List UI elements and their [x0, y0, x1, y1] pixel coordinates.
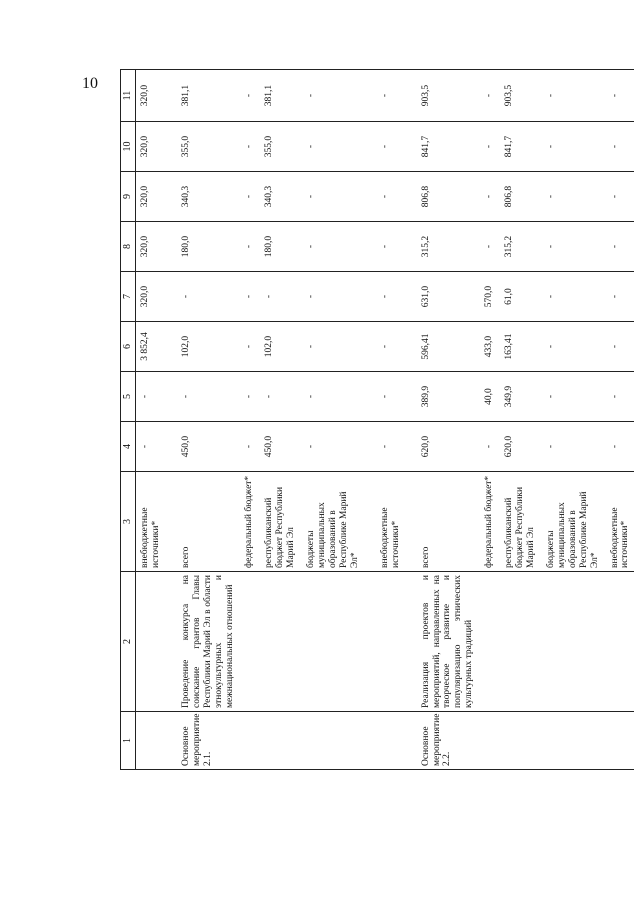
budget-table	[120, 69, 634, 770]
value-cell: 433,0	[478, 322, 498, 372]
value-cell: -	[604, 222, 635, 272]
value-cell: -	[604, 122, 635, 172]
measure-code-cell	[498, 712, 540, 770]
measure-name-cell	[498, 572, 540, 712]
measure-name-cell	[258, 572, 300, 712]
value-cell: 620,0	[498, 422, 540, 472]
value-cell: -	[300, 70, 364, 122]
funding-source-cell: бюджеты муниципальных образований в Республике Марий Эл*	[540, 472, 604, 572]
header-cell: 1	[121, 712, 136, 770]
rotated-budget-table-container	[120, 70, 631, 770]
value-cell: -	[364, 70, 405, 122]
value-cell: -	[300, 422, 364, 472]
value-cell: 841,7	[405, 122, 479, 172]
value-cell: -	[238, 272, 258, 322]
value-cell: -	[364, 322, 405, 372]
measure-code-cell	[258, 712, 300, 770]
value-cell: -	[364, 122, 405, 172]
value-cell: -	[258, 372, 300, 422]
measure-code-cell	[238, 712, 258, 770]
value-cell: 315,2	[405, 222, 479, 272]
value-cell: -	[238, 122, 258, 172]
value-cell: 340,3	[258, 172, 300, 222]
header-cell: 10	[121, 122, 136, 172]
value-cell: -	[238, 222, 258, 272]
measure-code-cell	[300, 712, 364, 770]
value-cell: -	[165, 272, 239, 322]
value-cell: 180,0	[165, 222, 239, 272]
value-cell: 102,0	[165, 322, 239, 372]
table-row	[364, 70, 405, 770]
value-cell: 450,0	[258, 422, 300, 472]
value-cell: -	[540, 272, 604, 322]
funding-source-cell: бюджеты муниципальных образований в Республике Марий Эл*	[300, 472, 364, 572]
value-cell: 903,5	[498, 70, 540, 122]
table-row	[540, 70, 604, 770]
measure-code-cell	[604, 712, 635, 770]
measure-name-cell	[604, 572, 635, 712]
value-cell: -	[604, 322, 635, 372]
value-cell: -	[300, 122, 364, 172]
page-number: 10	[82, 75, 98, 92]
header-cell: 9	[121, 172, 136, 222]
value-cell: 320,0	[136, 122, 165, 172]
value-cell: 61,0	[498, 272, 540, 322]
value-cell: 320,0	[136, 70, 165, 122]
value-cell: -	[478, 172, 498, 222]
measure-code-cell	[478, 712, 498, 770]
value-cell: -	[478, 222, 498, 272]
funding-source-cell: федеральный бюджет*	[238, 472, 258, 572]
value-cell: 320,0	[136, 222, 165, 272]
value-cell: 806,8	[498, 172, 540, 222]
table-row	[405, 70, 479, 770]
value-cell: -	[238, 422, 258, 472]
value-cell: 903,5	[405, 70, 479, 122]
funding-source-cell: внебюджетные источники*	[136, 472, 165, 572]
table-row	[604, 70, 635, 770]
header-cell: 11	[121, 70, 136, 122]
value-cell: -	[258, 272, 300, 322]
value-cell: 631,0	[405, 272, 479, 322]
value-cell: -	[300, 322, 364, 372]
value-cell: 180,0	[258, 222, 300, 272]
table-row	[136, 70, 165, 770]
value-cell: -	[136, 422, 165, 472]
value-cell: -	[540, 70, 604, 122]
header-cell: 8	[121, 222, 136, 272]
value-cell: -	[364, 422, 405, 472]
value-cell: -	[540, 172, 604, 222]
value-cell: 102,0	[258, 322, 300, 372]
value-cell: -	[364, 272, 405, 322]
value-cell: -	[136, 372, 165, 422]
table-body	[136, 70, 635, 770]
value-cell: 355,0	[165, 122, 239, 172]
value-cell: -	[604, 272, 635, 322]
value-cell: 389,9	[405, 372, 479, 422]
measure-code-cell	[540, 712, 604, 770]
value-cell: -	[364, 222, 405, 272]
value-cell: -	[478, 70, 498, 122]
header-cell: 7	[121, 272, 136, 322]
value-cell: -	[300, 222, 364, 272]
value-cell: 620,0	[405, 422, 479, 472]
value-cell: 163,41	[498, 322, 540, 372]
value-cell: -	[540, 122, 604, 172]
value-cell: -	[540, 322, 604, 372]
value-cell: 340,3	[165, 172, 239, 222]
measure-name-cell	[364, 572, 405, 712]
funding-source-cell: всего	[405, 472, 479, 572]
value-cell: 450,0	[165, 422, 239, 472]
value-cell: -	[604, 70, 635, 122]
value-cell: 570,0	[478, 272, 498, 322]
measure-name-cell	[478, 572, 498, 712]
header-cell: 2	[121, 572, 136, 712]
value-cell: -	[478, 422, 498, 472]
value-cell: 381,1	[165, 70, 239, 122]
funding-source-cell: республиканский бюджет Республики Марий Эл	[498, 472, 540, 572]
measure-name-cell	[540, 572, 604, 712]
funding-source-cell: республиканский бюджет Республики Марий Эл	[258, 472, 300, 572]
value-cell: 806,8	[405, 172, 479, 222]
measure-name-cell	[238, 572, 258, 712]
table-row	[165, 70, 239, 770]
value-cell: 320,0	[136, 172, 165, 222]
value-cell: -	[238, 172, 258, 222]
value-cell: -	[540, 222, 604, 272]
value-cell: -	[604, 372, 635, 422]
funding-source-cell: внебюджетные источники*	[364, 472, 405, 572]
value-cell: -	[478, 122, 498, 172]
funding-source-cell: внебюджетные источники*	[604, 472, 635, 572]
value-cell: -	[604, 422, 635, 472]
measure-name-cell: Проведение конкурса на соискание грантов Главы Республики Марий Эл в области этнокультурных и межнациональных отношений	[165, 572, 239, 712]
value-cell: 355,0	[258, 122, 300, 172]
value-cell: -	[604, 172, 635, 222]
value-cell: -	[364, 372, 405, 422]
funding-source-cell: федеральный бюджет*	[478, 472, 498, 572]
value-cell: -	[165, 372, 239, 422]
value-cell: 315,2	[498, 222, 540, 272]
measure-code-cell: Основное мероприятие 2.1.	[165, 712, 239, 770]
measure-code-cell	[136, 712, 165, 770]
value-cell: -	[300, 372, 364, 422]
table-row	[238, 70, 258, 770]
header-row	[121, 70, 136, 770]
measure-name-cell	[136, 572, 165, 712]
value-cell: -	[364, 172, 405, 222]
value-cell: 40,0	[478, 372, 498, 422]
value-cell: -	[300, 272, 364, 322]
value-cell: -	[238, 322, 258, 372]
table-row	[258, 70, 300, 770]
measure-name-cell: Реализация проектов и мероприятий, направленных на творческое развитие и популяризацию этнических культурных традиций	[405, 572, 479, 712]
header-cell: 6	[121, 322, 136, 372]
value-cell: -	[238, 372, 258, 422]
measure-code-cell: Основное мероприятие 2.2.	[405, 712, 479, 770]
value-cell: 841,7	[498, 122, 540, 172]
table-row	[300, 70, 364, 770]
value-cell: 320,0	[136, 272, 165, 322]
measure-code-cell	[364, 712, 405, 770]
header-cell: 4	[121, 422, 136, 472]
header-cell: 5	[121, 372, 136, 422]
value-cell: -	[540, 422, 604, 472]
value-cell: -	[300, 172, 364, 222]
table-row	[498, 70, 540, 770]
table-row	[478, 70, 498, 770]
value-cell: 381,1	[258, 70, 300, 122]
value-cell: 349,9	[498, 372, 540, 422]
funding-source-cell: всего	[165, 472, 239, 572]
value-cell: -	[238, 70, 258, 122]
header-cell: 3	[121, 472, 136, 572]
value-cell: -	[540, 372, 604, 422]
value-cell: 3 852,4	[136, 322, 165, 372]
measure-name-cell	[300, 572, 364, 712]
value-cell: 596,41	[405, 322, 479, 372]
